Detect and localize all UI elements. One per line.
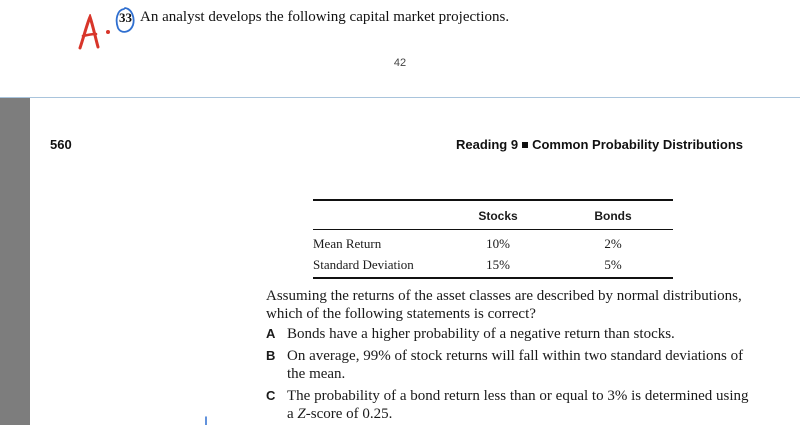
book-page-number: 560 — [50, 137, 72, 152]
question-intro-text: An analyst develops the following capital market projections. — [140, 9, 510, 25]
running-header-title: Common Probability Distributions — [532, 137, 743, 152]
option-text-part: -score of 0.25. — [305, 406, 393, 422]
handwritten-dot — [106, 30, 110, 34]
running-header — [456, 137, 743, 152]
top-page-number: 42 — [393, 57, 407, 69]
option-b — [266, 347, 756, 383]
handwritten-tick-icon — [203, 416, 209, 425]
table-header-stocks: Stocks — [478, 209, 518, 223]
option-text: Bonds have a higher probability of a negative return than stocks. — [287, 326, 675, 342]
option-letter: B — [266, 348, 276, 363]
row-label: Mean Return — [313, 235, 382, 251]
option-letter: C — [266, 388, 276, 403]
table-header-bonds: Bonds — [594, 209, 632, 223]
top-page-fragment — [0, 0, 800, 97]
table-row — [313, 254, 673, 275]
option-letter: A — [266, 326, 276, 341]
option-c — [266, 387, 756, 423]
bonds-value: 2% — [604, 235, 622, 251]
capital-market-table — [313, 199, 673, 279]
table-bottom-rule — [313, 277, 673, 279]
bonds-value: 5% — [604, 256, 622, 272]
option-text: On average, 99% of stock returns will fall within two standard deviations of the mean. — [287, 348, 744, 382]
option-text-part: The probability of a bond return less than or equal to 3% is determined using a — [287, 388, 749, 422]
stocks-value: 15% — [486, 256, 510, 272]
option-text-italic: Z — [297, 406, 306, 422]
question-prompt: Assuming the returns of the asset classes are described by normal distributions, which of the following statements is correct? — [266, 288, 742, 322]
table-header-row — [313, 201, 673, 229]
square-bullet-icon — [522, 142, 528, 148]
table-row — [313, 233, 673, 254]
question-number: 33 — [119, 10, 132, 25]
row-label: Standard Deviation — [313, 256, 414, 272]
option-a — [266, 325, 756, 343]
option-text — [287, 387, 756, 423]
handwritten-answer-a — [76, 14, 102, 50]
stocks-value: 10% — [486, 235, 510, 251]
running-header-reading: Reading 9 — [455, 137, 519, 152]
margin-gray-bar — [0, 98, 30, 425]
